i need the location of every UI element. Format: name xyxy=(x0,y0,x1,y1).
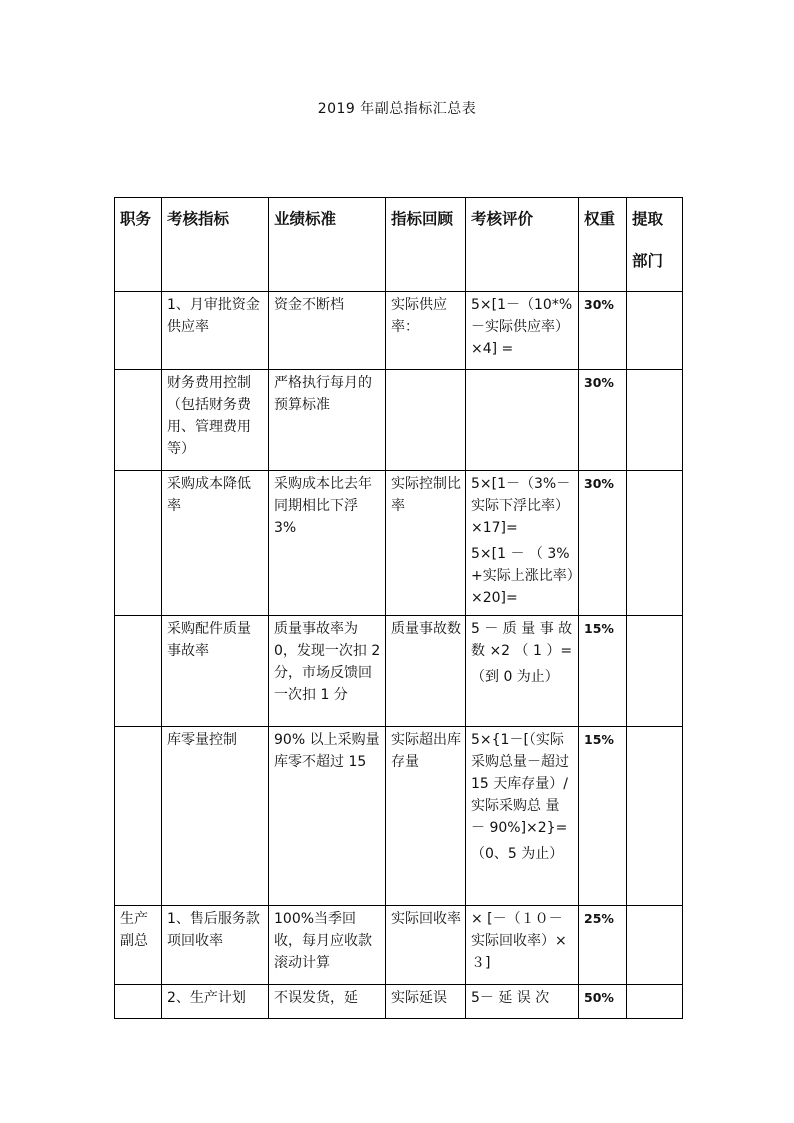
cell-indicator: 1、售后服务款项回收率 xyxy=(162,906,269,985)
cell-standard: 严格执行每月的预算标准 xyxy=(269,370,386,471)
cell-department xyxy=(627,471,683,616)
kpi-summary-table xyxy=(114,197,683,1019)
cell-weight: 25% xyxy=(579,906,627,985)
cell-weight: 30% xyxy=(579,370,627,471)
cell-evaluation xyxy=(466,727,579,906)
cell-position xyxy=(115,616,162,727)
cell-department xyxy=(627,292,683,370)
cell-department xyxy=(627,370,683,471)
cell-indicator: 2、生产计划 xyxy=(162,985,269,1019)
cell-review: 实际超出库存量 xyxy=(386,727,466,906)
table-row xyxy=(115,292,683,370)
cell-review: 实际控制比率 xyxy=(386,471,466,616)
cell-standard: 采购成本比去年同期相比下浮 3% xyxy=(269,471,386,616)
cell-standard: 100%当季回收，每月应收款滚动计算 xyxy=(269,906,386,985)
cell-standard: 质量事故率为 0，发现一次扣 2 分，市场反馈回一次扣 1 分 xyxy=(269,616,386,727)
evaluation-line: 5×[1－（10*%－实际供应率）×4] = xyxy=(471,297,573,357)
page-title: 2019 年副总指标汇总表 xyxy=(317,101,477,117)
table-row xyxy=(115,906,683,985)
cell-evaluation xyxy=(466,370,579,471)
cell-department xyxy=(627,906,683,985)
cell-position xyxy=(115,985,162,1019)
evaluation-line: 5×[1 － （ 3%+实际上涨比率）×20]= xyxy=(471,546,574,606)
header-review: 指标回顾 xyxy=(386,198,466,292)
cell-weight: 30% xyxy=(579,471,627,616)
cell-review: 质量事故数 xyxy=(386,616,466,727)
cell-evaluation xyxy=(466,616,579,727)
cell-evaluation xyxy=(466,985,579,1019)
table-row xyxy=(115,471,683,616)
cell-indicator: 采购配件质量事故率 xyxy=(162,616,269,727)
evaluation-line: （到 0 为止） xyxy=(471,669,559,685)
cell-weight: 15% xyxy=(579,727,627,906)
table-row xyxy=(115,616,683,727)
cell-standard: 90% 以上采购量库零不超过 15 xyxy=(269,727,386,906)
evaluation-line: × [－（１０－实际回收率）×３] xyxy=(471,911,567,971)
cell-position xyxy=(115,471,162,616)
table-header-row xyxy=(115,198,683,292)
cell-department xyxy=(627,727,683,906)
cell-standard: 资金不断档 xyxy=(269,292,386,370)
cell-evaluation xyxy=(466,471,579,616)
cell-indicator: 采购成本降低率 xyxy=(162,471,269,616)
header-evaluation: 考核评价 xyxy=(466,198,579,292)
cell-indicator: 库零量控制 xyxy=(162,727,269,906)
cell-review: 实际回收率 xyxy=(386,906,466,985)
evaluation-line: 5 － 质 量 事 故 数 ×2 （ 1 ）= xyxy=(471,621,573,659)
evaluation-line: 5×[1－（3%－实际下浮比率）×17]= xyxy=(471,476,571,536)
cell-review: 实际供应率： xyxy=(386,292,466,370)
table-row xyxy=(115,985,683,1019)
cell-review xyxy=(386,370,466,471)
cell-evaluation xyxy=(466,292,579,370)
header-indicator: 考核指标 xyxy=(162,198,269,292)
cell-position xyxy=(115,292,162,370)
cell-weight: 50% xyxy=(579,985,627,1019)
cell-indicator: 财务费用控制（包括财务费用、管理费用等） xyxy=(162,370,269,471)
cell-department xyxy=(627,985,683,1019)
table-row xyxy=(115,727,683,906)
header-position: 职务 xyxy=(115,198,162,292)
header-department: 提取部门 xyxy=(627,198,683,292)
cell-evaluation xyxy=(466,906,579,985)
cell-weight: 30% xyxy=(579,292,627,370)
cell-indicator: 1、月审批资金供应率 xyxy=(162,292,269,370)
header-standard: 业绩标准 xyxy=(269,198,386,292)
evaluation-line: 5×{1－[（实际采购总量－超过 15 天库存量）/实际采购总 量 － 90%]×2}= xyxy=(471,732,569,836)
cell-position xyxy=(115,727,162,906)
evaluation-line: 5－ 延 误 次 xyxy=(471,990,550,1006)
evaluation-line: （0、5 为止） xyxy=(471,846,564,862)
cell-standard: 不误发货，延 xyxy=(269,985,386,1019)
header-weight: 权重 xyxy=(579,198,627,292)
cell-review: 实际延误 xyxy=(386,985,466,1019)
cell-position: 生产副总 xyxy=(115,906,162,985)
table-row xyxy=(115,370,683,471)
cell-department xyxy=(627,616,683,727)
cell-position xyxy=(115,370,162,471)
cell-weight: 15% xyxy=(579,616,627,727)
